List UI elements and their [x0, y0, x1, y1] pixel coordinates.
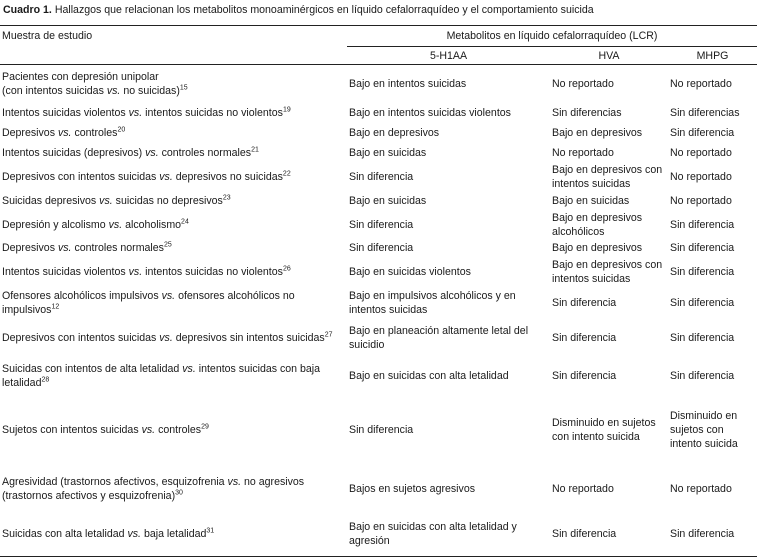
vs-label: vs.: [182, 362, 196, 375]
cell-mhpg: No reportado: [670, 77, 732, 90]
cell-hva: Sin diferencias: [552, 107, 622, 119]
cell-mhpg: No reportado: [670, 170, 732, 183]
reference-number: 20: [117, 126, 126, 134]
cell-sample: [0, 465, 347, 513]
reference-number: 21: [251, 145, 259, 153]
reference-number: 24: [181, 217, 189, 225]
vs-label: vs.: [57, 242, 72, 254]
cell-sample: [0, 103, 347, 124]
vs-label: vs.: [128, 265, 143, 278]
metabolites-table: [0, 25, 757, 557]
sample-a: Pacientes con depresión unipolar: [2, 70, 159, 83]
cell-sample: [0, 357, 347, 395]
cell-hva: Bajo en depresivos alcohólicos: [552, 211, 643, 238]
sample-a: Depresivos con intentos suicidas: [2, 170, 157, 183]
sample-c: no agresivos (trastornos afectivos y esquizofrenia): [2, 475, 305, 502]
cell-5hiaa: Sin diferencia: [349, 170, 414, 183]
vs-label: vs.: [106, 84, 121, 97]
reference-number: 30: [175, 488, 183, 496]
cell-hva: Bajo en depresivos: [552, 242, 643, 254]
vs-label: vs.: [145, 146, 159, 159]
reference-number: 19: [282, 106, 291, 114]
vs-label: vs.: [159, 170, 173, 183]
cell-sample: [0, 143, 347, 163]
table-row: [0, 258, 757, 286]
cell-sample: [0, 191, 347, 211]
cell-5hiaa: Bajo en planeación altamente letal del suicidio: [349, 325, 529, 351]
cell-mhpg: Disminuido en sujetos con intento suicida: [670, 409, 738, 450]
cell-5hiaa: Sin diferencia: [349, 218, 414, 231]
reference-number: 27: [324, 331, 333, 339]
sample-a: Agresividad (trastornos afectivos, esquizofrenia: [2, 475, 225, 488]
vs-label: vs.: [159, 332, 173, 344]
cell-sample: [0, 163, 347, 191]
cell-mhpg: No reportado: [670, 482, 732, 495]
reference-number: 22: [282, 169, 291, 177]
cell-hva: Sin diferencia: [552, 296, 617, 309]
cell-mhpg: Sin diferencia: [670, 218, 735, 231]
table-row: [0, 103, 757, 124]
sample-c: intentos suicidas con baja letalidad: [2, 362, 321, 389]
sample-c: depresivos sin intentos suicidas: [175, 332, 325, 344]
table-row: [0, 143, 757, 163]
reference-number: 31: [206, 527, 215, 535]
vs-label: vs.: [108, 218, 123, 231]
table-row: [0, 395, 757, 465]
cell-sample: [0, 239, 347, 258]
reference-number: 29: [201, 422, 209, 430]
cell-mhpg: Sin diferencia: [670, 369, 735, 382]
vs-label: vs.: [127, 528, 141, 541]
table-row: [0, 465, 757, 513]
cell-mhpg: Sin diferencia: [670, 296, 735, 309]
cell-5hiaa: Bajo en suicidas con alta letalidad y agresión: [347, 513, 550, 557]
header-metabolites-group: Metabolitos en líquido cefalorraquídeo (LCR): [347, 26, 757, 47]
table-caption: [3, 4, 594, 16]
sample-c: baja letalidad: [143, 528, 207, 541]
sample-c: controles: [74, 127, 118, 139]
cell-hva: Bajo en depresivos con intentos suicidas: [552, 163, 663, 190]
sample-c: controles: [158, 423, 202, 436]
sample-c: intentos suicidas no violentos: [145, 265, 283, 278]
reference-number: 23: [222, 193, 231, 201]
sample-a: Suicidas depresivos: [2, 194, 97, 207]
cell-sample: [0, 320, 347, 357]
cell-5hiaa: Bajo en intentos suicidas: [349, 77, 467, 90]
header-blank: [0, 47, 347, 65]
sample-c: ofensores alcohólicos no impulsivos: [2, 289, 295, 316]
cell-sample: [0, 258, 347, 286]
cell-5hiaa: Bajos en sujetos agresivos: [349, 482, 476, 495]
cell-5hiaa: Sin diferencia: [349, 242, 414, 254]
cell-mhpg: Sin diferencias: [670, 107, 740, 119]
sample-b: (con intentos suicidas: [2, 84, 104, 97]
cell-sample: [0, 286, 347, 320]
vs-label: vs.: [99, 194, 113, 207]
table-row: [0, 65, 757, 103]
vs-label: vs.: [141, 423, 156, 436]
vs-label: vs.: [57, 127, 72, 139]
cell-hva: Disminuido en sujetos con intento suicida: [552, 416, 656, 443]
cell-5hiaa: Bajo en impulsivos alcohólicos y en intentos suicidas: [349, 289, 516, 316]
header-hva: HVA: [550, 47, 668, 65]
sample-a: Suicidas con intentos de alta letalidad: [2, 362, 180, 375]
sample-a: Depresivos: [2, 242, 55, 254]
cell-hva: Sin diferencia: [552, 332, 617, 344]
sample-c: controles normales: [74, 242, 164, 254]
vs-label: vs.: [227, 475, 242, 488]
caption-text: Hallazgos que relacionan los metabolitos monoaminérgicos en líquido cefalorraquídeo y el comportamiento suicida: [54, 4, 594, 16]
sample-c: depresivos no suicidas: [175, 170, 283, 183]
cell-hva: Bajo en suicidas: [552, 194, 630, 207]
table-row: [0, 163, 757, 191]
cell-mhpg: Sin diferencia: [670, 332, 735, 344]
sample-a: Ofensores alcohólicos impulsivos: [2, 289, 159, 302]
sample-c: intentos suicidas no violentos: [145, 107, 283, 119]
header-mhpg: MHPG: [668, 47, 757, 65]
caption-label: Cuadro 1.: [3, 4, 52, 16]
cell-5hiaa: Bajo en suicidas con alta letalidad: [349, 369, 509, 382]
sample-a: Depresivos: [2, 127, 55, 139]
cell-hva: Sin diferencia: [550, 513, 668, 557]
sample-a: Depresivos con intentos suicidas: [2, 332, 157, 344]
sample-a: Suicidas con alta letalidad: [2, 528, 125, 541]
cell-5hiaa: Bajo en depresivos: [349, 127, 440, 139]
cell-5hiaa: Sin diferencia: [349, 423, 414, 436]
cell-hva: Bajo en depresivos: [552, 127, 643, 139]
cell-mhpg: Sin diferencia: [668, 513, 757, 557]
reference-number: 12: [51, 302, 60, 310]
sample-a: Intentos suicidas violentos: [2, 265, 126, 278]
cell-hva: No reportado: [552, 77, 614, 90]
sample-a: Intentos suicidas (depresivos): [2, 146, 143, 159]
sample-c: controles normales: [161, 146, 252, 159]
cell-5hiaa: Bajo en suicidas: [349, 194, 427, 207]
cell-mhpg: Sin diferencia: [670, 127, 735, 139]
table-row: [0, 124, 757, 143]
cell-sample: [0, 65, 347, 103]
cell-hva: Bajo en depresivos con intentos suicidas: [552, 258, 663, 285]
reference-number: 15: [179, 84, 188, 92]
vs-label: vs.: [161, 289, 176, 302]
table-row: [0, 191, 757, 211]
cell-hva: No reportado: [552, 146, 614, 159]
cell-5hiaa: Bajo en suicidas: [349, 146, 427, 159]
sample-a: Sujetos con intentos suicidas: [2, 423, 139, 436]
reference-number: 25: [163, 241, 172, 249]
cell-sample: [0, 395, 347, 465]
table-row: [0, 239, 757, 258]
cell-hva: No reportado: [552, 482, 614, 495]
table-row: [0, 286, 757, 320]
table-row: [0, 211, 757, 239]
cell-hva: Sin diferencia: [552, 369, 617, 382]
cell-mhpg: No reportado: [670, 146, 732, 159]
sample-a: Intentos suicidas violentos: [2, 107, 126, 119]
reference-number: 28: [41, 375, 50, 383]
cell-sample: [0, 513, 347, 557]
cell-mhpg: Sin diferencia: [670, 265, 735, 278]
reference-number: 26: [282, 264, 291, 272]
table-row: [0, 357, 757, 395]
cell-sample: [0, 124, 347, 143]
sample-c: alcoholismo: [125, 218, 182, 231]
header-sample: Muestra de estudio: [0, 26, 347, 47]
cell-5hiaa: Bajo en intentos suicidas violentos: [349, 107, 511, 119]
table-row: [0, 513, 757, 557]
table-row: [0, 320, 757, 357]
sample-c: no suicidas): [123, 84, 180, 97]
sample-c: suicidas no depresivos: [115, 194, 223, 207]
vs-label: vs.: [128, 107, 143, 119]
cell-5hiaa: Bajo en suicidas violentos: [349, 265, 471, 278]
sample-a: Depresión y alcolismo: [2, 218, 106, 231]
cell-mhpg: No reportado: [670, 194, 732, 207]
header-5hiaa: 5-H1AA: [347, 47, 550, 65]
cell-sample: [0, 211, 347, 239]
cell-mhpg: Sin diferencia: [670, 242, 735, 254]
